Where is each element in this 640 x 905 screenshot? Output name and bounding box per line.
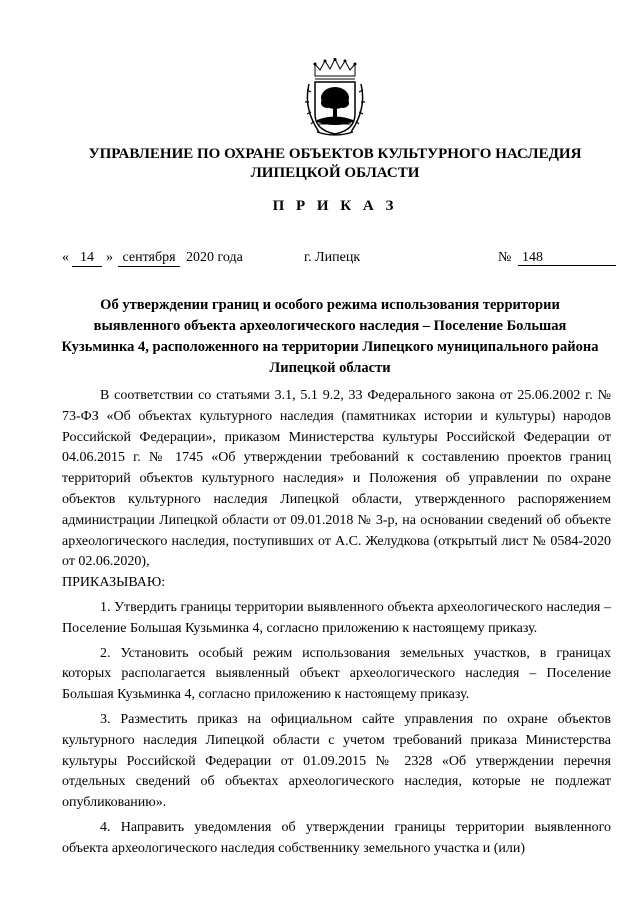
list-item-4: 4. Направить уведомления об утверждении границы территории выявленного объекта археологического наследия собственнику земельного участка и (или) <box>62 819 611 856</box>
preamble-paragraph: В соответствии со статьями 3.1, 5.1 9.2, 33 Федерального закона от 25.06.2002 г. № 73-ФЗ «Об объектах культурного наследия (памятниках истории и культуры) народов Российской Федерации», приказом Министерства культуры Российской Федерации от 04.06.2015 г. № 1745 «Об утверждении требований к составлению проектов границ территорий объектов культурного наследия» и Положения об управлении по охране объектов культурного наследия Липецкой области, утвержденного распоряжением администрации Липецкой области от 09.01.2018 № 3-р, на основании сведений об объекте археологического наследия, поступивших от А.С. Желудкова (открытый лист № 0584-2020 от 02.06.2020), <box>62 388 611 570</box>
document-type: П Р И К А З <box>272 198 398 214</box>
organization-line-1: УПРАВЛЕНИЕ ПО ОХРАНЕ ОБЪЕКТОВ КУЛЬТУРНОГО НАСЛЕДИЯ <box>88 146 582 162</box>
list-item-1: 1. Утвердить границы территории выявленного объекта археологического наследия – Поселение Большая Кузьминка 4, согласно приложению к настоящему приказу. <box>62 599 611 636</box>
number-label: № <box>498 250 512 265</box>
order-word: ПРИКАЗЫВАЮ: <box>62 575 166 591</box>
number-value: 148 <box>518 250 616 266</box>
date-year: 2020 года <box>186 250 243 265</box>
document-body <box>62 386 611 864</box>
place: г. Липецк <box>304 250 361 265</box>
list-item-2: 2. Установить особый режим использования земельных участков, в границах которых располагается выявленный объект археологического наследия – Поселение Большая Кузьминка 4, согласно приложению к настоящему приказу. <box>62 645 611 703</box>
document-title: Об утверждении границ и особого режима использования территории выявленного объекта археологического наследия – Поселение Большая Кузьминка 4, расположенного на территории Липецкого муниципального района Липецкой области <box>61 297 599 376</box>
organization-name <box>40 145 630 183</box>
date-day: 14 <box>72 250 102 267</box>
date-open-quote: « <box>62 250 69 265</box>
date-number-line <box>62 250 622 270</box>
date-month: сентября <box>118 250 180 267</box>
organization-line-2: ЛИПЕЦКОЙ ОБЛАСТИ <box>250 165 420 181</box>
date-close-quote: » <box>106 250 113 265</box>
list-item-3: 3. Разместить приказ на официальном сайте управления по охране объектов культурного наследия Липецкой области с учетом требований приказа Министерства культуры Российской Федерации от 01.09.2015 № 2328 «Об утверждении перечня отдельных сведений об объектах археологического наследия, которые не подлежат опубликованию». <box>62 711 611 811</box>
lipetsk-coat-of-arms-icon <box>303 58 367 138</box>
